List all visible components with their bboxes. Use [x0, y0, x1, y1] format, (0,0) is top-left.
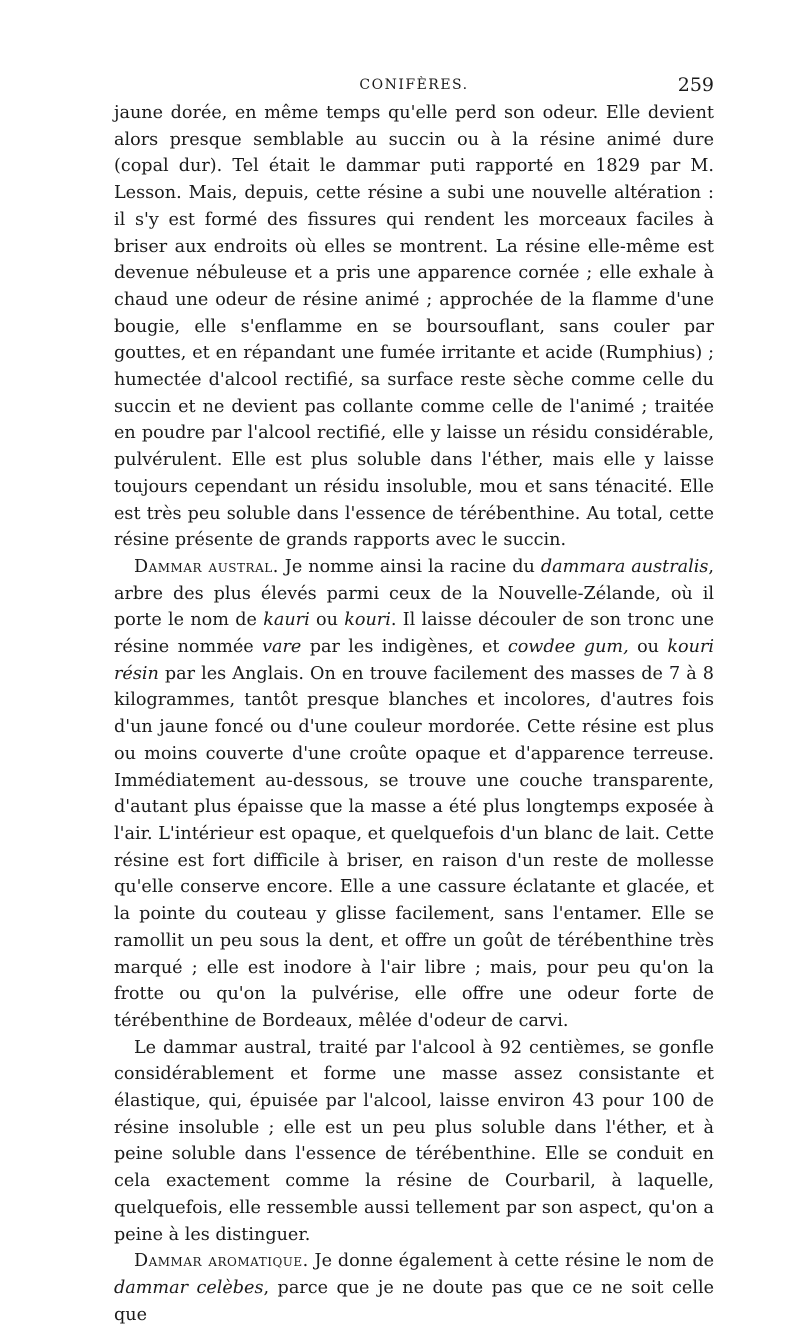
text-run: jaune dorée, en même temps qu'elle perd son odeur. Elle devient alors presque semblable au succin ou à la résine animé dure (copal dur). Tel était le dammar puti rapporté en 1829 par M. Lesson. Mais, depuis, cette résine a subi une nouvelle altération : il s'y est formé des fissures qui rendent les morceaux faciles à briser aux endroits où elles se montrent. La résine elle-même est devenue nébuleuse et a pris une apparence cornée ; elle exhale à chaud une odeur de résine animé ; approchée de la flamme d'une bougie, elle s'enflamme en se boursouflant, sans couler par gouttes, et en répandant une fumée irritante et acide (Rumphius) ; humectée d'alcool rectifié, sa surface reste sèche comme celle du succin et ne devient pas collante comme celle de l'animé ; traitée en poudre par l'alcool rectifié, elle y laisse un résidu considérable, pulvérulent. Elle est plus soluble dans l'éther, mais elle y laisse toujours cependant un résidu insoluble, mou et sans ténacité. Elle est très peu soluble dans l'essence de térébenthine. Au total, cette résine présente de grands rapports avec le succin.: [114, 103, 714, 551]
text-run: ou: [309, 610, 345, 631]
italic-term: dammara australis: [540, 556, 709, 577]
text-run: , parce que je ne doute pas que ce ne soit celle que: [114, 1277, 714, 1325]
book-page: [114, 70, 714, 1328]
running-title: CONIFÈRES.: [359, 77, 469, 93]
paragraph-dammar-austral: [114, 554, 714, 1035]
section-heading: Dammar aromatique.: [134, 1251, 309, 1272]
page-header: [114, 70, 714, 100]
text-run: Je donne également à cette résine le nom de: [308, 1251, 714, 1272]
italic-term: dammar celèbes: [114, 1277, 264, 1298]
section-heading: Dammar austral.: [134, 556, 279, 577]
text-run: Le dammar austral, traité par l'alcool à 92 centièmes, se gonfle considérablement et forme une masse assez consistante et élastique, qui, épuisée par l'alcool, laisse environ 43 pour 100 de résine insoluble ; elle est un peu plus soluble dans l'éther, et à peine soluble dans l'essence de térébenthine. Elle se conduit en cela exactement comme la résine de Courbaril, à laquelle, quelquefois, elle ressemble aussi tellement par son aspect, qu'on a peine à les distinguer.: [114, 1037, 714, 1245]
paragraph-continued: [114, 100, 714, 554]
paragraph-dammar-aromatique: [114, 1248, 714, 1328]
italic-term: kauri: [263, 610, 310, 631]
italic-term: cowdee gum,: [507, 637, 629, 658]
text-run: . Il laisse découler de son tronc une résine nommée: [114, 610, 715, 658]
text-run: , arbre des plus élevés parmi ceux de la Nouvelle-Zélande, où il porte le nom de: [114, 556, 714, 631]
text-run: Je nomme ainsi la racine du: [278, 556, 541, 577]
text-run: par les indigènes, et: [301, 637, 508, 658]
italic-term: vare: [262, 637, 302, 658]
italic-term: kouri résin: [114, 637, 714, 684]
body-text: [114, 100, 714, 1328]
italic-term: kouri: [344, 610, 391, 631]
page-number: 259: [677, 74, 714, 96]
text-run: par les Anglais. On en trouve facilement des masses de 7 à 8 kilogrammes, tantôt presque blanches et incolores, d'autres fois d'un jaune foncé ou d'une couleur mordorée. Cette résine est plus ou moins couverte d'une croûte opaque et d'apparence terreuse. Immédiatement au-dessous, se trouve une couche transparente, d'autant plus épaisse que la masse a été plus longtemps exposée à l'air. L'intérieur est opaque, et quelquefois d'un blanc de lait. Cette résine est fort difficile à briser, en raison d'un reste de mollesse qu'elle conserve encore. Elle a une cassure éclatante et glacée, et la pointe du couteau y glisse facilement, sans l'entamer. Elle se ramollit un peu sous la dent, et offre un goût de térébenthine très marqué ; elle est inodore à l'air libre ; mais, pour peu qu'on la frotte ou qu'on la pulvérise, elle offre une odeur forte de térébenthine de Bordeaux, mêlée d'odeur de carvi.: [114, 663, 714, 1031]
paragraph-dammar-austral-alcool: [114, 1035, 714, 1249]
text-run: ou: [628, 637, 668, 658]
